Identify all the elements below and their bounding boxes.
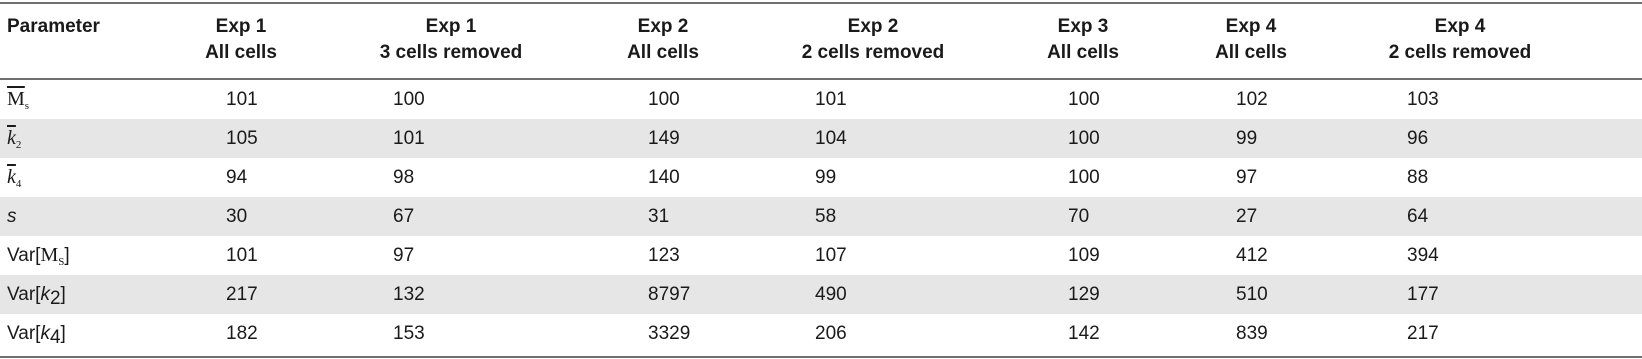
value-cell: 88 xyxy=(1407,167,1429,188)
bottom-rule xyxy=(0,356,1642,358)
value-cell: 97 xyxy=(393,245,415,266)
param-cell: $\overline{M}_s$ xyxy=(7,88,30,112)
table-row xyxy=(0,314,1642,353)
value-cell: 206 xyxy=(815,323,847,344)
header-parameter: Parameter xyxy=(7,16,100,37)
value-cell: 490 xyxy=(815,284,847,305)
table-row xyxy=(0,275,1642,314)
value-cell: 217 xyxy=(226,284,258,305)
value-cell: 132 xyxy=(393,284,425,305)
value-cell: 123 xyxy=(648,245,680,266)
value-cell: 67 xyxy=(393,206,415,227)
table-row xyxy=(0,80,1642,119)
value-cell: 100 xyxy=(1068,89,1100,110)
value-cell: 105 xyxy=(226,128,258,149)
value-cell: 98 xyxy=(393,167,415,188)
value-cell: 99 xyxy=(815,167,837,188)
value-cell: 31 xyxy=(648,206,670,227)
value-cell: 142 xyxy=(1068,323,1100,344)
value-cell: 510 xyxy=(1236,284,1268,305)
param-cell: $Var[M_S]$ xyxy=(7,244,70,268)
value-cell: 101 xyxy=(226,245,258,266)
header-exp1-all: Exp 1 All cells xyxy=(205,16,277,63)
value-cell: 58 xyxy=(815,206,837,227)
param-cell: Var[k2] xyxy=(7,284,66,309)
value-cell: 839 xyxy=(1236,323,1268,344)
value-cell: 109 xyxy=(1068,245,1100,266)
value-cell: 70 xyxy=(1068,206,1090,227)
param-cell: $\overline{k}_4$ xyxy=(7,166,22,190)
value-cell: 64 xyxy=(1407,206,1429,227)
table-row xyxy=(0,158,1642,197)
value-cell: 100 xyxy=(1068,167,1100,188)
param-cell: Var[k4] xyxy=(7,323,66,348)
value-cell: 96 xyxy=(1407,128,1429,149)
header-exp2-removed: Exp 2 2 cells removed xyxy=(801,16,945,63)
header-exp4-all: Exp 4 All cells xyxy=(1215,16,1287,63)
value-cell: 8797 xyxy=(648,284,691,305)
value-cell: 107 xyxy=(815,245,847,266)
value-cell: 102 xyxy=(1236,89,1268,110)
value-cell: 101 xyxy=(815,89,847,110)
param-cell: $\overline{k}_2$ xyxy=(7,127,22,151)
value-cell: 104 xyxy=(815,128,847,149)
value-cell: 94 xyxy=(226,167,248,188)
value-cell: 394 xyxy=(1407,245,1439,266)
value-cell: 177 xyxy=(1407,284,1439,305)
value-cell: 100 xyxy=(1068,128,1100,149)
value-cell: 100 xyxy=(648,89,680,110)
table-row xyxy=(0,119,1642,158)
header-exp4-removed: Exp 4 2 cells removed xyxy=(1388,16,1532,63)
value-cell: 97 xyxy=(1236,167,1258,188)
table-row xyxy=(0,197,1642,236)
value-cell: 140 xyxy=(648,167,680,188)
value-cell: 100 xyxy=(393,89,425,110)
value-cell: 412 xyxy=(1236,245,1268,266)
value-cell: 103 xyxy=(1407,89,1439,110)
value-cell: 182 xyxy=(226,323,258,344)
param-cell: s xyxy=(7,206,17,227)
header-exp1-removed: Exp 1 3 cells removed xyxy=(379,16,523,63)
value-cell: 149 xyxy=(648,128,680,149)
table-row xyxy=(0,236,1642,275)
value-cell: 101 xyxy=(393,128,425,149)
header-exp2-all: Exp 2 All cells xyxy=(627,16,699,63)
value-cell: 217 xyxy=(1407,323,1439,344)
header-exp3-all: Exp 3 All cells xyxy=(1047,16,1119,63)
value-cell: 3329 xyxy=(648,323,691,344)
value-cell: 30 xyxy=(226,206,248,227)
value-cell: 101 xyxy=(226,89,258,110)
value-cell: 153 xyxy=(393,323,425,344)
top-rule xyxy=(0,2,1642,4)
value-cell: 27 xyxy=(1236,206,1258,227)
value-cell: 129 xyxy=(1068,284,1100,305)
value-cell: 99 xyxy=(1236,128,1258,149)
